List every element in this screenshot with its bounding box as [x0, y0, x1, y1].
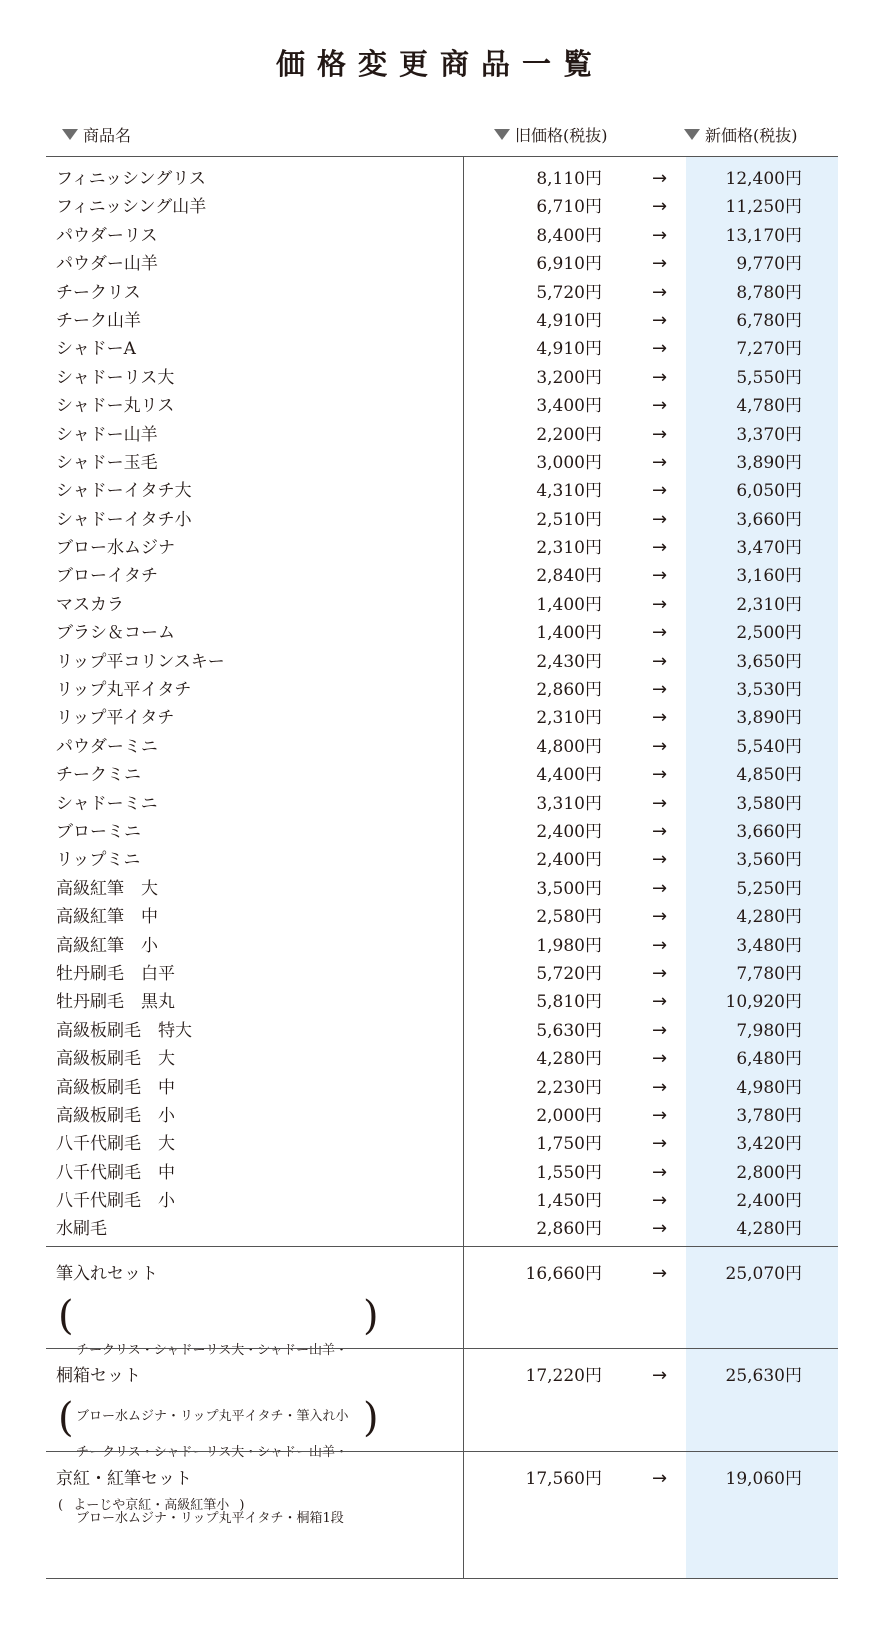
arrow-right-icon: →: [652, 1076, 668, 1098]
table-row: [0, 222, 880, 250]
table-row: [0, 562, 880, 590]
arrow-right-icon: →: [652, 1218, 668, 1240]
arrow-right-icon: →: [652, 650, 668, 672]
new-price: 3,660円: [736, 821, 802, 842]
table-row: [0, 761, 880, 789]
triangle-down-icon: [684, 129, 700, 140]
arrow-right-icon: →: [652, 253, 668, 275]
arrow-right-icon: →: [652, 1263, 668, 1284]
set-new-price: 25,630円: [725, 1366, 802, 1386]
old-price: 3,400円: [536, 396, 602, 417]
arrow-right-icon: →: [652, 338, 668, 360]
set-new-price: 19,060円: [725, 1469, 802, 1489]
old-price: 2,580円: [536, 907, 602, 928]
product-name: シャドーイタチ大: [56, 481, 192, 502]
product-name: シャドーイタチ小: [56, 509, 192, 530]
arrow-right-icon: →: [652, 820, 668, 842]
old-price: 1,450円: [536, 1191, 602, 1212]
open-paren-glyph: (: [58, 1293, 74, 1339]
new-price: 7,980円: [736, 1020, 802, 1041]
new-price: 6,480円: [736, 1049, 802, 1070]
arrow-right-icon: →: [652, 451, 668, 473]
arrow-right-icon: →: [652, 735, 668, 757]
new-price: 2,500円: [736, 623, 802, 644]
product-name: リップミニ: [56, 850, 141, 871]
arrow-right-icon: →: [652, 1019, 668, 1041]
section-divider: [46, 1246, 838, 1247]
arrow-right-icon: →: [652, 508, 668, 530]
table-row: [0, 1074, 880, 1102]
page-title: 価格変更商品一覧: [275, 47, 604, 81]
new-price: 2,310円: [736, 594, 802, 615]
old-price: 5,810円: [536, 992, 602, 1013]
arrow-right-icon: →: [652, 224, 668, 246]
product-name: シャドーA: [56, 339, 136, 360]
table-row: [0, 1159, 880, 1187]
table-row: [0, 619, 880, 647]
arrow-right-icon: →: [652, 423, 668, 445]
arrow-right-icon: →: [652, 1104, 668, 1126]
product-name: ブラシ＆コーム: [56, 623, 175, 644]
product-name: 高級板刷毛 大: [56, 1049, 175, 1070]
old-price: 2,860円: [536, 1219, 602, 1240]
product-name: ブローイタチ: [56, 566, 158, 587]
arrow-right-icon: →: [652, 196, 668, 218]
table-row: [0, 591, 880, 619]
header-old-price: [494, 126, 608, 146]
old-price: 1,550円: [536, 1162, 602, 1183]
product-name: フィニッシングリス: [56, 169, 206, 189]
arrow-right-icon: →: [652, 849, 668, 871]
product-name: チーク山羊: [56, 310, 141, 331]
set-old-price: 17,560円: [525, 1469, 602, 1489]
table-top-rule: [46, 156, 838, 157]
arrow-right-icon: →: [652, 962, 668, 984]
table-row: [0, 477, 880, 505]
product-name: チークミニ: [56, 765, 141, 786]
arrow-right-icon: →: [652, 1365, 668, 1386]
table-row: [0, 335, 880, 363]
arrow-right-icon: →: [652, 1468, 668, 1489]
new-price: 2,800円: [736, 1162, 802, 1183]
old-price: 4,310円: [536, 481, 602, 502]
arrow-right-icon: →: [652, 309, 668, 331]
old-price: 6,910円: [536, 254, 602, 275]
table-row: [0, 392, 880, 420]
new-price: 3,780円: [736, 1105, 802, 1126]
new-price: 5,550円: [736, 367, 802, 388]
product-name: 八千代刷毛 大: [56, 1134, 175, 1155]
new-price: 3,370円: [736, 424, 802, 445]
new-price: 3,580円: [736, 793, 802, 814]
new-price: 9,770円: [736, 254, 802, 275]
table-row: [0, 1102, 880, 1130]
new-price: 6,780円: [736, 310, 802, 331]
set-contents-line: チークリス・シャドーリス大・シャドー山羊・: [76, 1445, 348, 1460]
arrow-right-icon: →: [652, 1133, 668, 1155]
product-name: シャドーミニ: [56, 793, 158, 814]
set-name: 京紅・紅筆セット: [56, 1469, 192, 1489]
new-price: 3,420円: [736, 1134, 802, 1155]
product-name: リップ丸平イタチ: [56, 680, 192, 701]
new-price: 3,890円: [736, 708, 802, 729]
header-old-price-label: 旧価格(税抜): [515, 126, 608, 145]
table-row: [0, 449, 880, 477]
triangle-down-icon: [494, 129, 510, 140]
old-price: 2,860円: [536, 680, 602, 701]
header-product-name-label: 商品名: [83, 126, 132, 145]
old-price: 3,200円: [536, 367, 602, 388]
set-contents-line: ブロー水ムジナ・リップ丸平イタチ・桐箱1段: [76, 1511, 344, 1526]
old-price: 4,910円: [536, 310, 602, 331]
arrow-right-icon: →: [652, 877, 668, 899]
table-row: [0, 846, 880, 874]
old-price: 3,310円: [536, 793, 602, 814]
table-row: [0, 988, 880, 1016]
product-name: 高級板刷毛 中: [56, 1077, 175, 1098]
new-price: 13,170円: [725, 225, 802, 246]
new-price: 6,050円: [736, 481, 802, 502]
new-price: 4,980円: [736, 1077, 802, 1098]
old-price: 5,630円: [536, 1020, 602, 1041]
product-name: パウダー山羊: [56, 254, 158, 275]
table-row: [0, 790, 880, 818]
old-price: 1,750円: [536, 1134, 602, 1155]
product-name: シャドー丸リス: [56, 396, 175, 417]
table-row: [0, 307, 880, 335]
new-price: 7,780円: [736, 963, 802, 984]
header-new-price: [684, 126, 798, 146]
old-price: 1,980円: [536, 935, 602, 956]
table-row: [0, 250, 880, 278]
product-name: 高級紅筆 中: [56, 907, 158, 928]
old-price: 5,720円: [536, 963, 602, 984]
set-contents-note: [58, 1495, 244, 1517]
arrow-right-icon: →: [652, 622, 668, 644]
new-price: 5,540円: [736, 736, 802, 757]
set-name: 桐箱セット: [56, 1366, 141, 1386]
arrow-right-icon: →: [652, 395, 668, 417]
new-price: 8,780円: [736, 282, 802, 303]
new-price: 4,280円: [736, 907, 802, 928]
product-name: パウダーリス: [56, 225, 158, 246]
product-name: 高級板刷毛 小: [56, 1105, 175, 1126]
old-price: 2,510円: [536, 509, 602, 530]
old-price: 3,500円: [536, 878, 602, 899]
new-price: 3,480円: [736, 935, 802, 956]
new-price: 3,890円: [736, 452, 802, 473]
product-name: 高級紅筆 大: [56, 878, 158, 899]
new-price: 7,270円: [736, 339, 802, 360]
open-paren-glyph: (: [58, 1395, 74, 1441]
product-name: 八千代刷毛 小: [56, 1191, 175, 1212]
arrow-right-icon: →: [652, 366, 668, 388]
product-name: シャドー玉毛: [56, 452, 158, 473]
product-name: パウダーミニ: [56, 736, 158, 757]
arrow-right-icon: →: [652, 593, 668, 615]
arrow-right-icon: →: [652, 679, 668, 701]
section-divider: [46, 1348, 838, 1349]
new-price: 3,160円: [736, 566, 802, 587]
set-contents-line: チークリス・シャドーリス大・シャドー山羊・: [76, 1343, 348, 1358]
product-name: 牡丹刷毛 白平: [56, 963, 175, 984]
table-row: [0, 534, 880, 562]
old-price: 4,800円: [536, 736, 602, 757]
product-name: 水刷毛: [56, 1219, 107, 1240]
old-price: 2,310円: [536, 538, 602, 559]
table-row: [0, 1187, 880, 1215]
old-price: 4,400円: [536, 765, 602, 786]
table-row: [0, 960, 880, 988]
table-row: [0, 818, 880, 846]
table-row: [0, 364, 880, 392]
table-row: [0, 421, 880, 449]
new-price: 3,470円: [736, 538, 802, 559]
new-price: 4,280円: [736, 1219, 802, 1240]
old-price: 2,200円: [536, 424, 602, 445]
arrow-right-icon: →: [652, 934, 668, 956]
price-table-body: [0, 165, 880, 1244]
header-product-name: [62, 126, 131, 146]
set-new-price: 25,070円: [725, 1264, 802, 1284]
product-name: リップ平イタチ: [56, 708, 175, 729]
new-price: 12,400円: [725, 169, 802, 189]
table-row: [0, 903, 880, 931]
table-row: [0, 676, 880, 704]
table-row: [0, 279, 880, 307]
product-name: 高級板刷毛 特大: [56, 1020, 192, 1041]
table-row: [0, 733, 880, 761]
arrow-right-icon: →: [652, 480, 668, 502]
new-price: 11,250円: [725, 197, 802, 218]
arrow-right-icon: →: [652, 1190, 668, 1212]
product-name: 牡丹刷毛 黒丸: [56, 992, 175, 1013]
old-price: 1,400円: [536, 623, 602, 644]
new-price: 5,250円: [736, 878, 802, 899]
old-price: 4,910円: [536, 339, 602, 360]
new-price: 3,660円: [736, 509, 802, 530]
old-price: 2,310円: [536, 708, 602, 729]
set-old-price: 16,660円: [525, 1264, 602, 1284]
arrow-right-icon: →: [652, 906, 668, 928]
old-price: 5,720円: [536, 282, 602, 303]
table-row: [0, 165, 880, 193]
new-price: 4,780円: [736, 396, 802, 417]
product-name: マスカラ: [56, 594, 124, 615]
new-price: 3,530円: [736, 680, 802, 701]
product-name: チークリス: [56, 282, 141, 303]
old-price: 2,400円: [536, 821, 602, 842]
arrow-right-icon: →: [652, 281, 668, 303]
header-new-price-label: 新価格(税抜): [705, 126, 798, 145]
old-price: 1,400円: [536, 594, 602, 615]
table-row: [0, 1017, 880, 1045]
old-price: 3,000円: [536, 452, 602, 473]
old-price: 8,110円: [536, 169, 602, 189]
close-paren-glyph: ): [363, 1395, 379, 1441]
arrow-right-icon: →: [652, 792, 668, 814]
open-paren-glyph: (: [58, 1498, 64, 1513]
old-price: 6,710円: [536, 197, 602, 218]
arrow-right-icon: →: [652, 168, 668, 189]
new-price: 2,400円: [736, 1191, 802, 1212]
product-name: フィニッシング山羊: [56, 197, 207, 218]
set-contents-line: ブロー水ムジナ・リップ丸平イタチ・筆入れ小: [76, 1409, 349, 1424]
product-name: ブローミニ: [56, 821, 141, 842]
arrow-right-icon: →: [652, 707, 668, 729]
close-paren-glyph: ): [363, 1293, 379, 1339]
old-price: 8,400円: [536, 225, 602, 246]
old-price: 2,230円: [536, 1077, 602, 1098]
old-price: 2,840円: [536, 566, 602, 587]
table-row: [0, 193, 880, 221]
product-name: 高級紅筆 小: [56, 935, 158, 956]
arrow-right-icon: →: [652, 991, 668, 1013]
table-row: [0, 506, 880, 534]
table-row: [0, 1045, 880, 1073]
set-old-price: 17,220円: [525, 1366, 602, 1386]
table-row: [0, 1130, 880, 1158]
arrow-right-icon: →: [652, 764, 668, 786]
product-name: シャドー山羊: [56, 424, 158, 445]
arrow-right-icon: →: [652, 1161, 668, 1183]
old-price: 2,430円: [536, 651, 602, 672]
product-name: ブロー水ムジナ: [56, 538, 175, 559]
old-price: 2,400円: [536, 850, 602, 871]
set-name: 筆入れセット: [56, 1264, 158, 1284]
old-price: 4,280円: [536, 1049, 602, 1070]
product-name: 八千代刷毛 中: [56, 1162, 175, 1183]
set-contents-line: よーじや京紅・高級紅筆小: [73, 1498, 230, 1513]
old-price: 2,000円: [536, 1105, 602, 1126]
table-row: [0, 648, 880, 676]
table-bottom-rule: [46, 1578, 838, 1579]
table-row: [0, 932, 880, 960]
table-row: [0, 875, 880, 903]
product-name: シャドーリス大: [56, 367, 175, 388]
new-price: 3,650円: [736, 651, 802, 672]
table-row: [0, 704, 880, 732]
new-price: 10,920円: [725, 992, 802, 1013]
arrow-right-icon: →: [652, 537, 668, 559]
product-name: リップ平コリンスキー: [56, 651, 225, 672]
table-row: [0, 1215, 880, 1243]
triangle-down-icon: [62, 129, 78, 140]
close-paren-glyph: ): [239, 1498, 245, 1513]
arrow-right-icon: →: [652, 565, 668, 587]
section-divider: [46, 1451, 838, 1452]
new-price: 3,560円: [736, 850, 802, 871]
arrow-right-icon: →: [652, 1048, 668, 1070]
new-price: 4,850円: [736, 765, 802, 786]
